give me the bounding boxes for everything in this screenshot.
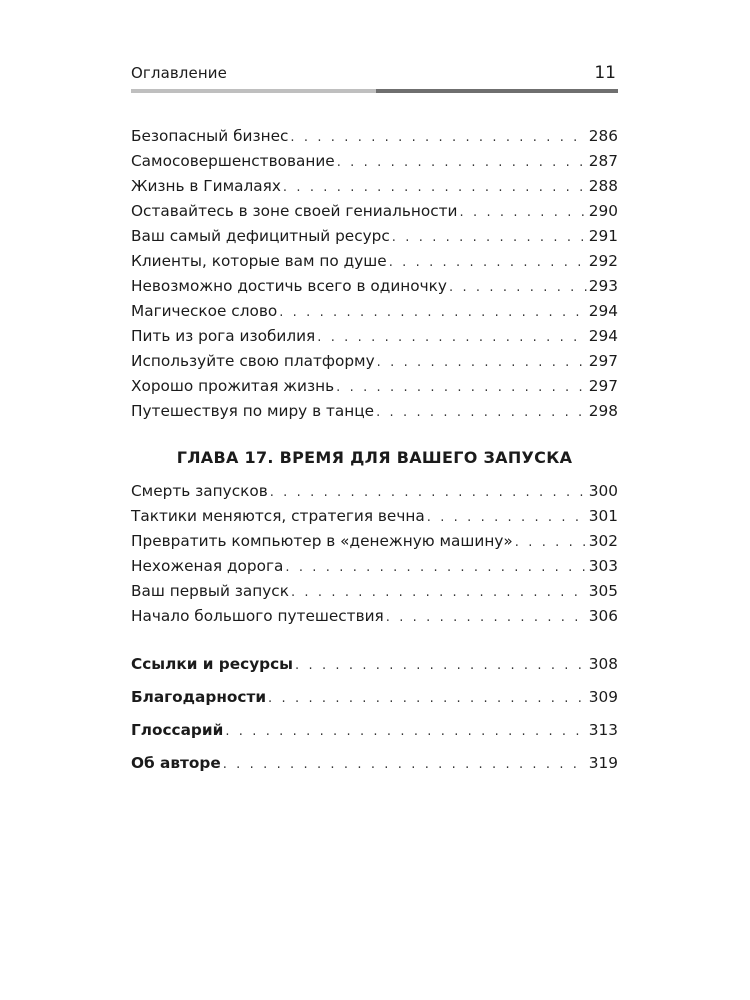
toc-entry-page: 313 [588, 721, 618, 739]
dot-leader [337, 150, 587, 175]
toc-entry-page: 297 [588, 352, 618, 370]
toc-entry-title: Оставайтесь в зоне своей гениальности [131, 202, 458, 220]
dot-leader [377, 350, 587, 375]
toc-entry [131, 399, 618, 424]
toc-entry-title: Об авторе [131, 754, 221, 772]
toc-entry-page: 288 [588, 177, 618, 195]
toc-entry-title: Клиенты, которые вам по душе [131, 252, 387, 270]
toc-entry [131, 579, 618, 604]
toc-entry [131, 224, 618, 249]
toc-entry [131, 714, 618, 747]
toc-entry [131, 299, 618, 324]
toc-entry-title: Самосовершенствование [131, 152, 335, 170]
dot-leader [225, 715, 586, 748]
dot-leader [317, 325, 587, 350]
toc-entry-page: 301 [588, 507, 618, 525]
toc-entry [131, 174, 618, 199]
toc-entry [131, 747, 618, 780]
toc-entry-page: 291 [588, 227, 618, 245]
toc-entry-page: 319 [588, 754, 618, 772]
toc-back-matter [131, 648, 618, 780]
toc-entry-title: Ваш самый дефицитный ресурс [131, 227, 390, 245]
dot-leader [515, 530, 587, 555]
toc-entry [131, 124, 618, 149]
dot-leader [279, 300, 587, 325]
toc-section-b [131, 479, 618, 629]
toc-entry-page: 297 [588, 377, 618, 395]
toc-entry-page: 294 [588, 327, 618, 345]
header-page-number: 11 [594, 63, 616, 83]
toc-entry-page: 306 [588, 607, 618, 625]
toc-entry-title: Благодарности [131, 688, 267, 706]
toc-entry [131, 374, 618, 399]
dot-leader [336, 375, 587, 400]
dot-leader [283, 175, 587, 200]
toc-entry [131, 324, 618, 349]
toc-entry-page: 305 [588, 582, 618, 600]
toc-entry-title: Начало большого путешествия [131, 607, 384, 625]
toc-entry-title: Нехоженая дорога [131, 557, 284, 575]
toc-entry-page: 303 [588, 557, 618, 575]
toc-entry-page: 309 [588, 688, 618, 706]
toc-entry-page: 290 [588, 202, 618, 220]
toc-section-a [131, 124, 618, 424]
dot-leader [295, 649, 587, 682]
toc-entry-title: Невозможно достичь всего в одиночку [131, 277, 447, 295]
toc-entry-title: Ваш первый запуск [131, 582, 289, 600]
dot-leader [427, 505, 587, 530]
toc-entry-page: 286 [588, 127, 618, 145]
dot-leader [449, 275, 587, 300]
dot-leader [268, 682, 587, 715]
toc-entry-title: Тактики меняются, стратегия вечна [131, 507, 425, 525]
header-rule-dark [376, 89, 618, 93]
header-title: Оглавление [131, 64, 227, 82]
dot-leader [285, 555, 586, 580]
toc-entry-page: 302 [588, 532, 618, 550]
header-rule [131, 89, 618, 93]
toc-entry [131, 199, 618, 224]
toc-entry-page: 292 [588, 252, 618, 270]
toc-entry-title: Глоссарий [131, 721, 224, 739]
dot-leader [223, 748, 587, 781]
toc-entry-title: Хорошо прожитая жизнь [131, 377, 335, 395]
toc-entry [131, 479, 618, 504]
toc-entry-page: 300 [588, 482, 618, 500]
toc-entry [131, 681, 618, 714]
toc-entry [131, 349, 618, 374]
toc-entry [131, 604, 618, 629]
dot-leader [290, 125, 586, 150]
toc-entry-title: Используйте свою платформу [131, 352, 375, 370]
toc-entry [131, 149, 618, 174]
chapter-heading: ГЛАВА 17. ВРЕМЯ ДЛЯ ВАШЕГО ЗАПУСКА [176, 448, 573, 467]
toc-entry [131, 274, 618, 299]
toc-entry-page: 298 [588, 402, 618, 420]
dot-leader [291, 580, 587, 605]
running-header [131, 64, 618, 96]
dot-leader [392, 225, 587, 250]
dot-leader [386, 605, 587, 630]
toc-entry [131, 554, 618, 579]
toc-entry-title: Превратить компьютер в «денежную машину» [131, 532, 513, 550]
toc-entry-title: Жизнь в Гималаях [131, 177, 281, 195]
header-rule-light [131, 89, 376, 93]
toc-entry [131, 504, 618, 529]
dot-leader [460, 200, 587, 225]
toc-entry-title: Ссылки и ресурсы [131, 655, 294, 673]
toc-entry-page: 294 [588, 302, 618, 320]
toc-entry-title: Пить из рога изобилия [131, 327, 316, 345]
toc-entry [131, 529, 618, 554]
dot-leader [389, 250, 587, 275]
toc-entry-page: 293 [588, 277, 618, 295]
dot-leader [376, 400, 587, 425]
toc-entry [131, 648, 618, 681]
toc-entry-title: Магическое слово [131, 302, 278, 320]
toc-entry [131, 249, 618, 274]
toc-entry-page: 287 [588, 152, 618, 170]
toc-entry-title: Смерть запусков [131, 482, 268, 500]
toc-entry-title: Путешествуя по миру в танце [131, 402, 375, 420]
toc-entry-page: 308 [588, 655, 618, 673]
dot-leader [270, 480, 587, 505]
toc-entry-title: Безопасный бизнес [131, 127, 289, 145]
